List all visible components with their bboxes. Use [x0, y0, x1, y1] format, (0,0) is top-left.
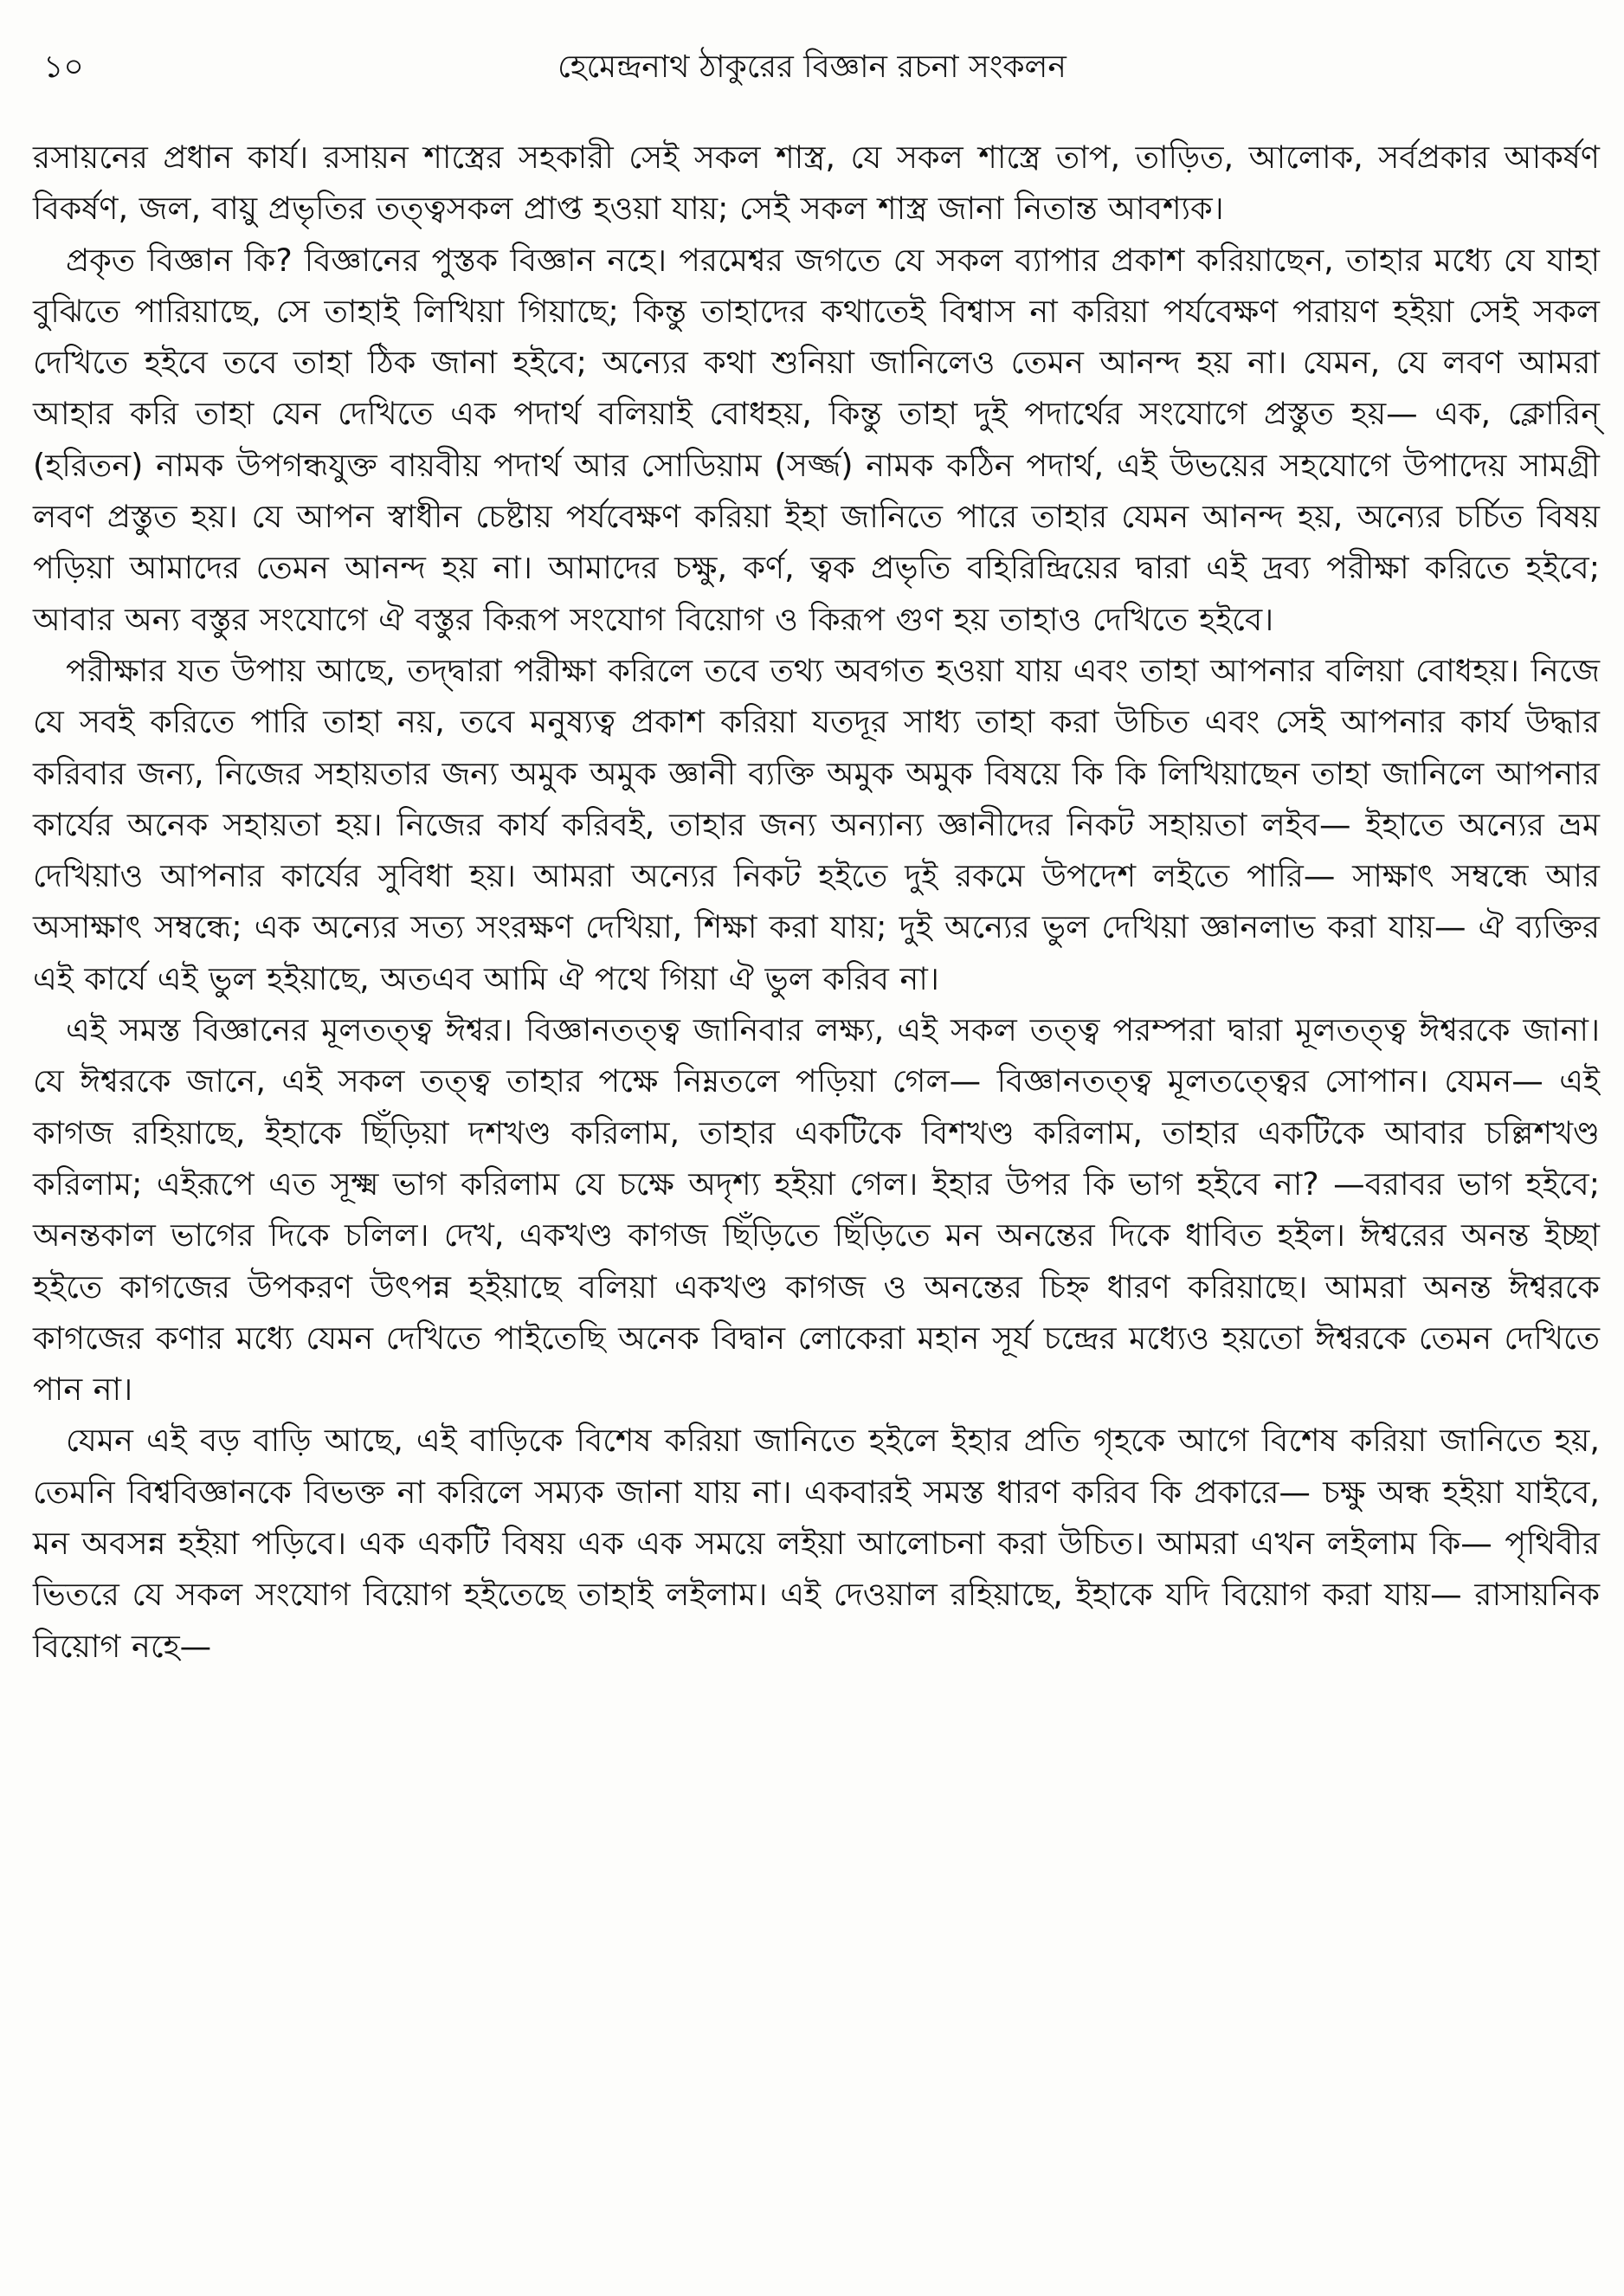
- paragraph-5: যেমন এই বড় বাড়ি আছে, এই বাড়িকে বিশেষ করিয়া জানিতে হইলে ইহার প্রতি গৃহকে আগে বিশেষ করিয়া জানিতে হয়, তেমনি বিশ্ববিজ্ঞানকে বিভক্ত না করিলে সম্যক জানা যায় না। একবারই সমস্ত ধারণ করিব কি প্রকারে— চক্ষু অন্ধ হইয়া যাইবে, মন অবসন্ন হইয়া পড়িবে। এক একটি বিষয় এক এক সময়ে লইয়া আলোচনা করা উচিত। আমরা এখন লইলাম কি— পৃথিবীর ভিতরে যে সকল সংযোগ বিয়োগ হইতেছে তাহাই লইলাম। এই দেওয়াল রহিয়াছে, ইহাকে যদি বিয়োগ করা যায়— রাসায়নিক বিয়োগ নহে—: [33, 1422, 1600, 1665]
- book-title: হেমেন্দ্রনাথ ঠাকুরের বিজ্ঞান রচনা সংকলন: [557, 49, 1067, 85]
- body-text: [33, 132, 1600, 1672]
- paragraph-2: প্রকৃত বিজ্ঞান কি? বিজ্ঞানের পুস্তক বিজ্ঞান নহে। পরমেশ্বর জগতে যে সকল ব্যাপার প্রকাশ করিয়াছেন, তাহার মধ্যে যে যাহা বুঝিতে পারিয়াছে, সে তাহাই লিখিয়া গিয়াছে; কিন্তু তাহাদের কথাতেই বিশ্বাস না করিয়া পর্যবেক্ষণ পরায়ণ হইয়া সেই সকল দেখিতে হইবে তবে তাহা ঠিক জানা হইবে; অন্যের কথা শুনিয়া জানিলেও তেমন আনন্দ হয় না। যেমন, যে লবণ আমরা আহার করি তাহা যেন দেখিতে এক পদার্থ বলিয়াই বোধহয়, কিন্তু তাহা দুই পদার্থের সংযোগে প্রস্তুত হয়— এক, ক্লোরিন্ (হরিতন) নামক উপগন্ধযুক্ত বায়বীয় পদার্থ আর সোডিয়াম (সর্জ্জ) নামক কঠিন পদার্থ, এই উভয়ের সহযোগে উপাদেয় সামগ্রী লবণ প্রস্তুত হয়। যে আপন স্বাধীন চেষ্টায় পর্যবেক্ষণ করিয়া ইহা জানিতে পারে তাহার যেমন আনন্দ হয়, অন্যের চর্চিত বিষয় পড়িয়া আমাদের তেমন আনন্দ হয় না। আমাদের চক্ষু, কর্ণ, ত্বক প্রভৃতি বহিরিন্দ্রিয়ের দ্বারা এই দ্রব্য পরীক্ষা করিতে হইবে; আবার অন্য বস্তুর সংযোগে ঐ বস্তুর কিরূপ সংযোগ বিয়োগ ও কিরূপ গুণ হয় তাহাও দেখিতে হইবে।: [33, 241, 1600, 638]
- page-number: ১০: [43, 49, 84, 85]
- paragraph-3: পরীক্ষার যত উপায় আছে, তদ্দ্বারা পরীক্ষা করিলে তবে তথ্য অবগত হওয়া যায় এবং তাহা আপনার বলিয়া বোধহয়। নিজে যে সবই করিতে পারি তাহা নয়, তবে মনুষ্যত্ব প্রকাশ করিয়া যতদূর সাধ্য তাহা করা উচিত এবং সেই আপনার কার্য উদ্ধার করিবার জন্য, নিজের সহায়তার জন্য অমুক অমুক জ্ঞানী ব্যক্তি অমুক অমুক বিষয়ে কি কি লিখিয়াছেন তাহা জানিলে আপনার কার্যের অনেক সহায়তা হয়। নিজের কার্য করিবই, তাহার জন্য অন্যান্য জ্ঞানীদের নিকট সহায়তা লইব— ইহাতে অন্যের ভ্রম দেখিয়াও আপনার কার্যের সুবিধা হয়। আমরা অন্যের নিকট হইতে দুই রকমে উপদেশ লইতে পারি— সাক্ষাৎ সম্বন্ধে আর অসাক্ষাৎ সম্বন্ধে; এক অন্যের সত্য সংরক্ষণ দেখিয়া, শিক্ষা করা যায়; দুই অন্যের ভুল দেখিয়া জ্ঞানলাভ করা যায়— ঐ ব্যক্তির এই কার্যে এই ভুল হইয়াছে, অতএব আমি ঐ পথে গিয়া ঐ ভুল করিব না।: [33, 651, 1600, 997]
- running-header: [43, 42, 1581, 94]
- paragraph-1: রসায়নের প্রধান কার্য। রসায়ন শাস্ত্রের সহকারী সেই সকল শাস্ত্র, যে সকল শাস্ত্রে তাপ, তাড়িত, আলোক, সর্বপ্রকার আকর্ষণ বিকর্ষণ, জল, বায়ু প্রভৃতির তত্ত্বসকল প্রাপ্ত হওয়া যায়; সেই সকল শাস্ত্র জানা নিতান্ত আবশ্যক।: [33, 139, 1600, 228]
- paragraph-4: এই সমস্ত বিজ্ঞানের মূলতত্ত্ব ঈশ্বর। বিজ্ঞানতত্ত্ব জানিবার লক্ষ্য, এই সকল তত্ত্ব পরম্পরা দ্বারা মূলতত্ত্ব ঈশ্বরকে জানা। যে ঈশ্বরকে জানে, এই সকল তত্ত্ব তাহার পক্ষে নিম্নতলে পড়িয়া গেল— বিজ্ঞানতত্ত্ব মূলতত্ত্বের সোপান। যেমন— এই কাগজ রহিয়াছে, ইহাকে ছিঁড়িয়া দশখণ্ড করিলাম, তাহার একটিকে বিশখণ্ড করিলাম, তাহার একটিকে আবার চল্লিশখণ্ড করিলাম; এইরূপে এত সূক্ষ্ম ভাগ করিলাম যে চক্ষে অদৃশ্য হইয়া গেল। ইহার উপর কি ভাগ হইবে না? —বরাবর ভাগ হইবে; অনন্তকাল ভাগের দিকে চলিল। দেখ, একখণ্ড কাগজ ছিঁড়িতে ছিঁড়িতে মন অনন্তের দিকে ধাবিত হইল। ঈশ্বরের অনন্ত ইচ্ছা হইতে কাগজের উপকরণ উৎপন্ন হইয়াছে বলিয়া একখণ্ড কাগজ ও অনন্তের চিহ্ন ধারণ করিয়াছে। আমরা অনন্ত ঈশ্বরকে কাগজের কণার মধ্যে যেমন দেখিতে পাইতেছি অনেক বিদ্বান লোকেরা মহান সূর্য চন্দ্রের মধ্যেও হয়তো ঈশ্বরকে তেমন দেখিতে পান না।: [33, 1011, 1600, 1409]
